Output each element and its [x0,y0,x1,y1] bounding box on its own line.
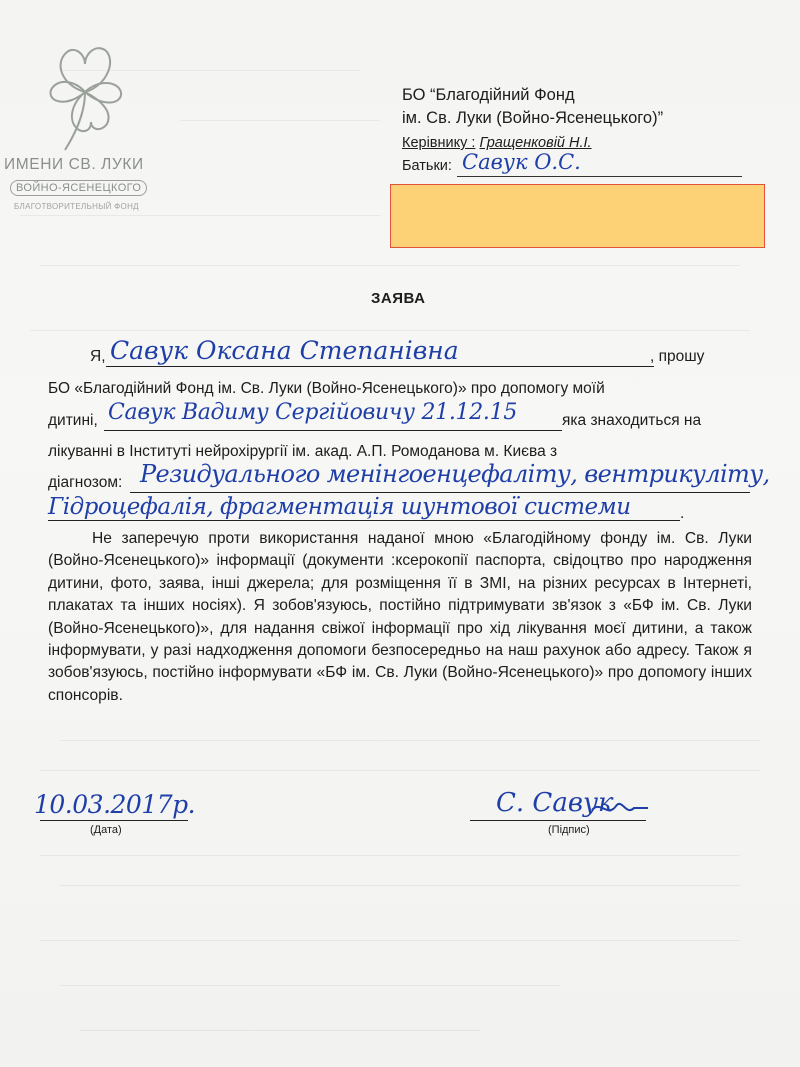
diagnosis-underline2 [48,520,680,521]
consent-paragraph: Не заперечую проти використання наданої мною «Благодійному фонду ім. Св. Луки (Войно-Ясенецького)» інформації (документи :ксерокопії паспорта, свідоцтво про народження дитини, фото, заява, інші джерела; для розміщення її в ЗМІ, на різних ресурсах в Інтернеті, плакатах та інших носіях). Я зобов'язуюсь, постійно підтримувати зв'язок з «БФ ім. Св. Луки (Войно-Ясенецького)», для надання свіжої інформації про хід лікування моєї дитини, а також інформувати, у разі надходження допомоги безпосередньо на наш рахунок або адресу. Також я зобов'язуюсь, постійно інформувати «БФ ім. Св. Луки (Войно-Ясенецького)» про допомогу інших спонсорів. [48,530,752,704]
addressee-org-line2: ім. Св. Луки (Войно-Ясенецького)” [402,109,664,127]
redaction-box [390,184,765,248]
logo-title: ИМЕНИ СВ. ЛУКИ [4,156,144,173]
foundation-logo [0,28,168,211]
director-name: Гращенковій Н.І. [479,135,592,151]
child-name-handwritten: Савук Вадиму Сергійовичу 21.12.15 [108,400,518,425]
director-label: Керівнику : [402,135,476,151]
parents-label: Батьки: [402,158,452,174]
signature-label: (Підпис) [548,824,590,836]
document-title: ЗАЯВА [371,290,426,307]
date-label: (Дата) [90,824,122,836]
signature-underline [470,820,646,821]
diagnosis-handwritten-line2: Гідроцефалія, фрагментація шунтової системи [48,494,631,520]
signature-flourish-icon [590,796,650,820]
logo-caption: БЛАГОТВОРИТЕЛЬНЫЙ ФОНД [14,202,139,211]
signature-handwritten: С. Савук [496,788,614,818]
addressee-director [402,135,592,151]
applicant-underline [106,366,654,367]
addressee-parents [402,158,452,174]
child-suffix: яка знаходиться на [562,412,702,429]
clover-icon [45,34,125,152]
diagnosis-underline1 [130,492,750,493]
child-label: дитині, [48,412,98,429]
child-underline [104,430,562,431]
ask-label: , прошу [650,348,705,365]
date-handwritten: 10.03.2017р. [34,790,196,819]
date-underline [40,820,188,821]
diagnosis-label: діагнозом: [48,474,123,491]
addressee-org-line1: БО “Благодійний Фонд [402,86,575,104]
hospital-line: лікуванні в Інституті нейрохірургії ім. акад. А.П. Ромоданова м. Києва з [48,443,558,460]
parents-underline [457,176,742,177]
diagnosis-end: . [680,505,685,522]
i-label: Я, [90,348,106,365]
logo-subtitle: ВОЙНО-ЯСЕНЕЦКОГО [10,180,147,196]
applicant-name-handwritten: Савук Оксана Степанівна [110,336,459,365]
org-request-line: БО «Благодійний Фонд ім. Св. Луки (Войно-Ясенецького)» про допомогу моїй [48,380,605,397]
parents-handwritten: Савук О.С. [462,150,581,174]
diagnosis-handwritten-line1: Резидуального менінгоенцефаліту, вентрикуліту, [140,460,770,488]
